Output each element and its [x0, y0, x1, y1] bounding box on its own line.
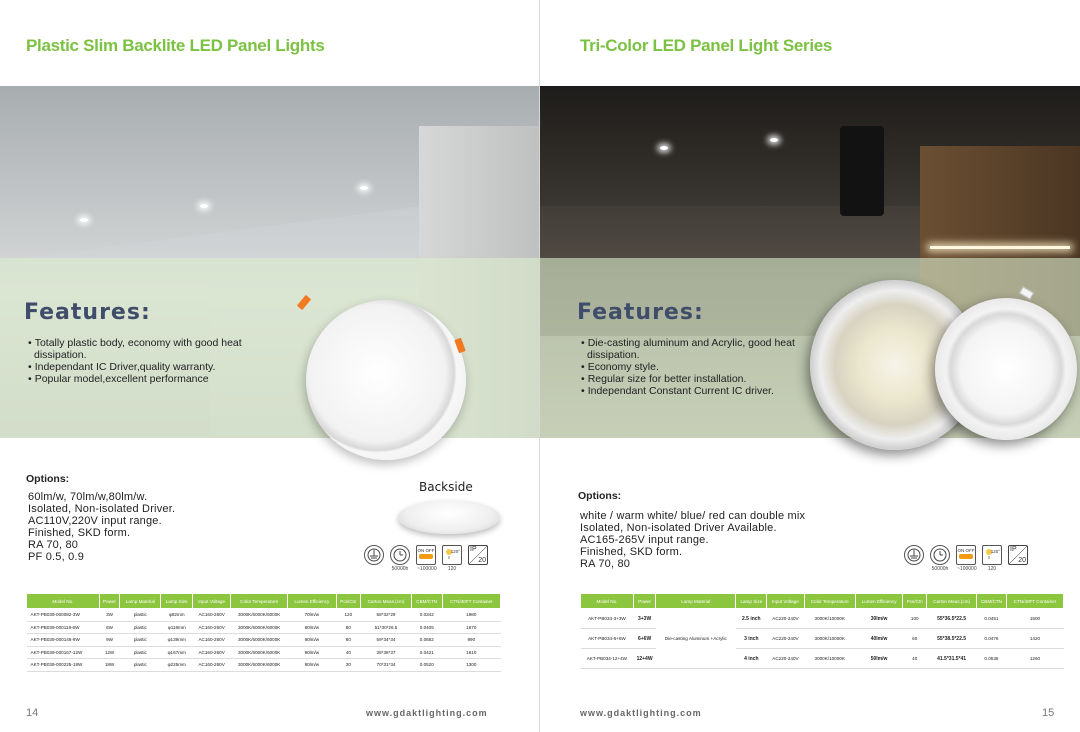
option-item: AC165-265V input range. — [580, 534, 709, 546]
beam-angle-icon — [982, 545, 1002, 572]
table-cell: 100 — [903, 609, 927, 629]
table-cell: 3000K/6000K/6000K — [231, 646, 288, 659]
spec-icons — [364, 545, 488, 572]
ip-value: 20 — [478, 557, 486, 564]
downlight — [660, 146, 668, 150]
table-cell: 12+4W — [633, 649, 656, 669]
table-header-cell: Pcs/Ctn — [903, 594, 927, 609]
table-cell: AC220-240V — [767, 649, 804, 669]
table-cell: AC160-260V — [193, 609, 231, 622]
downlight — [200, 204, 208, 208]
options-list — [28, 491, 248, 563]
option-item: Isolated, Non-isolated Driver Available. — [580, 522, 777, 534]
table-cell: 120 — [336, 609, 360, 622]
table-row — [27, 609, 501, 622]
table-cell: 3W — [99, 609, 120, 622]
table-cell: 80 — [336, 621, 360, 634]
table-cell: 80 — [336, 634, 360, 647]
table-cell: 40 — [903, 649, 927, 669]
table-header-cell: Lamp Size — [736, 594, 767, 609]
table-cell: 30 — [336, 659, 360, 672]
features-list — [28, 337, 288, 385]
table-cell: 1670 — [442, 621, 500, 634]
table-cell: 70*31*34 — [361, 659, 412, 672]
table-cell: AC220-240V — [767, 629, 804, 649]
table-cell: 41.5*31.5*41 — [927, 649, 977, 669]
toggle-switch — [419, 554, 433, 559]
table-cell: 3 inch — [736, 629, 767, 649]
feature-item: • Regular size for better installation. — [581, 373, 811, 385]
option-item: Isolated, Non-isolated Driver. — [28, 503, 176, 515]
beam-angle-label: 120° — [990, 549, 1000, 554]
table-header-cell: Carton Meas.(cm) — [927, 594, 977, 609]
table-cell: 40 — [336, 646, 360, 659]
table-cell: plastic — [120, 646, 161, 659]
table-cell: AKT-PB039-000167-12W — [27, 646, 100, 659]
table-cell: 2.5 inch — [736, 609, 767, 629]
option-item: Finished, SKD form. — [580, 546, 683, 558]
beam-angle-caption: 120 — [447, 566, 457, 572]
table-cell: AC160-260V — [193, 634, 231, 647]
option-item: PF 0.5, 0.9 — [28, 551, 85, 563]
backside-label: Backside — [419, 480, 473, 494]
table-row — [27, 634, 501, 647]
table-cell: 0.0451 — [976, 609, 1006, 629]
options-list — [580, 510, 840, 570]
spec-table — [26, 593, 501, 672]
beam-angle-label: 120° — [450, 549, 460, 554]
table-cell: 1980 — [442, 609, 500, 622]
option-item: RA 70, 80 — [580, 558, 631, 570]
table-cell: 0.0682 — [411, 634, 442, 647]
downlight — [770, 138, 778, 142]
table-body — [27, 609, 501, 672]
table-cell: 59*34*34 — [361, 634, 412, 647]
table-cell: 55*36.5*22.5 — [927, 609, 977, 629]
on-off-icon — [416, 545, 437, 572]
product-panel-image — [935, 298, 1077, 440]
options-heading: Options: — [578, 490, 622, 502]
table-cell: plastic — [120, 621, 161, 634]
table-header-cell: Input Voltage — [193, 594, 231, 609]
table-cell: Die-casting Aluminum +Acrylic — [656, 609, 736, 669]
ip-value: 20 — [1018, 557, 1026, 564]
table-header-cell: CBM/CTN — [411, 594, 442, 609]
table-header-cell: Lumen Efficiency — [288, 594, 337, 609]
table-header-cell: Pcs/Ctn — [336, 594, 360, 609]
table-row — [581, 609, 1064, 629]
table-cell: 58*32*29 — [361, 609, 412, 622]
range-hood — [840, 126, 884, 216]
table-header-row — [27, 594, 501, 609]
table-cell: 60 — [903, 629, 927, 649]
table-cell: 3000K/6000K/6000K — [231, 659, 288, 672]
table-cell: 70lm/w — [288, 609, 337, 622]
table-cell: 4 inch — [736, 649, 767, 669]
features-heading: Features: — [24, 300, 151, 325]
table-header-cell: Lamp Material — [120, 594, 161, 609]
table-cell: φ225mm — [161, 659, 193, 672]
feature-item: • Popular model,excellent performance — [28, 373, 288, 385]
table-cell: 1300 — [442, 659, 500, 672]
table-cell: AKT-PB039-000146-9W — [27, 634, 100, 647]
table-cell: plastic — [120, 659, 161, 672]
table-cell: 1500 — [1006, 609, 1063, 629]
table-cell: 51*30*26.5 — [361, 621, 412, 634]
page-title: Plastic Slim Backlite LED Panel Lights — [26, 36, 325, 55]
table-header-cell: Input Voltage — [767, 594, 804, 609]
table-body — [581, 609, 1064, 669]
ip-rating-icon — [1008, 545, 1028, 565]
table-cell: 80lm/w — [288, 621, 337, 634]
table-cell: 3+3W — [633, 609, 656, 629]
table-cell: 0.0476 — [976, 629, 1006, 649]
table-cell: 0.0421 — [411, 646, 442, 659]
spec-icons — [904, 545, 1028, 572]
table-cell: AC160-260V — [193, 621, 231, 634]
feature-item: • Economy style. — [581, 361, 811, 373]
page-title: Tri-Color LED Panel Light Series — [580, 36, 833, 55]
ip-rating-icon — [468, 545, 488, 565]
table-cell: 3000K/10000K — [804, 629, 855, 649]
table-cell: 50lm/w — [855, 649, 902, 669]
option-item: white / warm white/ blue/ red can double mix — [580, 510, 806, 522]
safety-class-icon — [904, 545, 924, 565]
ip-label: IP — [1010, 546, 1017, 553]
table-cell: 90lm/w — [288, 634, 337, 647]
table-header-cell: Model No. — [581, 594, 634, 609]
table-header-cell: Lumen Efficiency — [855, 594, 902, 609]
table-cell: φ118mm — [161, 621, 193, 634]
table-cell: φ167mm — [161, 646, 193, 659]
table-cell: 1610 — [442, 646, 500, 659]
page-number: 14 — [26, 707, 39, 719]
table-row — [581, 629, 1064, 649]
table-cell: 90lm/w — [288, 659, 337, 672]
table-cell: plastic — [120, 609, 161, 622]
backside-image — [398, 500, 500, 534]
lifetime-caption: 50000h — [391, 566, 409, 572]
table-cell: 990 — [442, 634, 500, 647]
lifetime-caption: 50000h — [931, 566, 949, 572]
feature-item: • Independant Constant Current IC driver. — [581, 385, 811, 397]
table-cell: φ82mm — [161, 609, 193, 622]
table-row — [27, 621, 501, 634]
table-cell: AKT-PB034-3+3W — [581, 609, 634, 629]
on-off-icon — [956, 545, 977, 572]
table-cell: 3000K/6000K/6000K — [231, 609, 288, 622]
table-cell: plastic — [120, 634, 161, 647]
footer-url: www.gdaktlighting.com — [580, 708, 702, 718]
table-header-cell: Color Temperature — [231, 594, 288, 609]
table-cell: 3000K/6000K/6000K — [231, 621, 288, 634]
table-header-cell: Lamp Material — [656, 594, 736, 609]
table-header-cell: Lamp Size — [161, 594, 193, 609]
feature-item: • Totally plastic body, economy with good heat dissipation. — [28, 337, 288, 361]
table-header-cell: CTN/40FT Container — [1006, 594, 1063, 609]
table-cell: 18W — [99, 659, 120, 672]
page-number: 15 — [1042, 707, 1055, 719]
ip-label: IP — [470, 546, 477, 553]
on-off-label: ON OFF — [957, 548, 975, 553]
option-item: AC110V,220V input range. — [28, 515, 162, 527]
option-item: RA 70, 80 — [28, 539, 79, 551]
beam-angle-icon — [442, 545, 462, 572]
table-cell: 3000K/6000K/6000K — [231, 634, 288, 647]
beam-angle-caption: 120 — [987, 566, 997, 572]
table-cell: 3000K/10000K — [804, 649, 855, 669]
table-header-cell: Color Temperature — [804, 594, 855, 609]
feature-item: • Die-casting aluminum and Acrylic, good heat dissipation. — [581, 337, 811, 361]
table-cell: 0.0520 — [411, 659, 442, 672]
table-cell: 6+6W — [633, 629, 656, 649]
table-cell: AC160-260V — [193, 646, 231, 659]
table-cell: 3000K/10000K — [804, 609, 855, 629]
table-header-cell: Power — [633, 594, 656, 609]
table-header-row — [581, 594, 1064, 609]
feature-item: • Independant IC Driver,quality warranty. — [28, 361, 288, 373]
table-row — [27, 646, 501, 659]
on-off-caption: ~100000 — [957, 566, 977, 572]
table-cell: 55*38.5*22.5 — [927, 629, 977, 649]
downlight — [360, 186, 368, 190]
table-cell: 90lm/w — [288, 646, 337, 659]
table-cell: AKT-PB034-12+4W — [581, 649, 634, 669]
safety-class-icon — [364, 545, 384, 565]
table-cell: AKT-PB039-000118-6W — [27, 621, 100, 634]
table-cell: 9W — [99, 634, 120, 647]
light-strip — [930, 246, 1070, 249]
table-cell: 30lm/w — [855, 609, 902, 629]
table-cell: 40lm/w — [855, 629, 902, 649]
lifetime-icon — [930, 545, 950, 572]
on-off-caption: ~100000 — [417, 566, 437, 572]
table-cell: AKT-PB039-000082-3W — [27, 609, 100, 622]
footer-url: www.gdaktlighting.com — [366, 708, 488, 718]
table-header-cell: Power — [99, 594, 120, 609]
table-cell: 12W — [99, 646, 120, 659]
table-cell: AKT-PB039-000225-18W — [27, 659, 100, 672]
option-item: Finished, SKD form. — [28, 527, 131, 539]
table-row — [27, 659, 501, 672]
table-header-cell: CTN/40FT Container — [442, 594, 500, 609]
table-cell: 1420 — [1006, 629, 1063, 649]
toggle-switch — [959, 554, 973, 559]
on-off-label: ON OFF — [417, 548, 435, 553]
table-header-cell: Model No. — [27, 594, 100, 609]
table-cell: 38*38*37 — [361, 646, 412, 659]
table-cell: AC160-260V — [193, 659, 231, 672]
table-cell: φ139mm — [161, 634, 193, 647]
table-cell: 0.0342 — [411, 609, 442, 622]
table-cell: 0.0405 — [411, 621, 442, 634]
spec-table — [580, 593, 1064, 669]
features-heading: Features: — [577, 300, 704, 325]
table-header-cell: Carton Meas.(cm) — [361, 594, 412, 609]
right-page — [540, 0, 1080, 732]
table-row — [581, 649, 1064, 669]
options-heading: Options: — [26, 473, 70, 485]
table-header-cell: CBM/CTN — [976, 594, 1006, 609]
option-item: 60lm/w, 70lm/w,80lm/w. — [28, 491, 148, 503]
downlight — [80, 218, 88, 222]
lifetime-icon — [390, 545, 410, 572]
table-cell: 6W — [99, 621, 120, 634]
table-cell: 1260 — [1006, 649, 1063, 669]
table-cell: AKT-PB034-6+6W — [581, 629, 634, 649]
table-cell: AC220-240V — [767, 609, 804, 629]
table-cell: 0.0536 — [976, 649, 1006, 669]
features-list — [581, 337, 811, 397]
